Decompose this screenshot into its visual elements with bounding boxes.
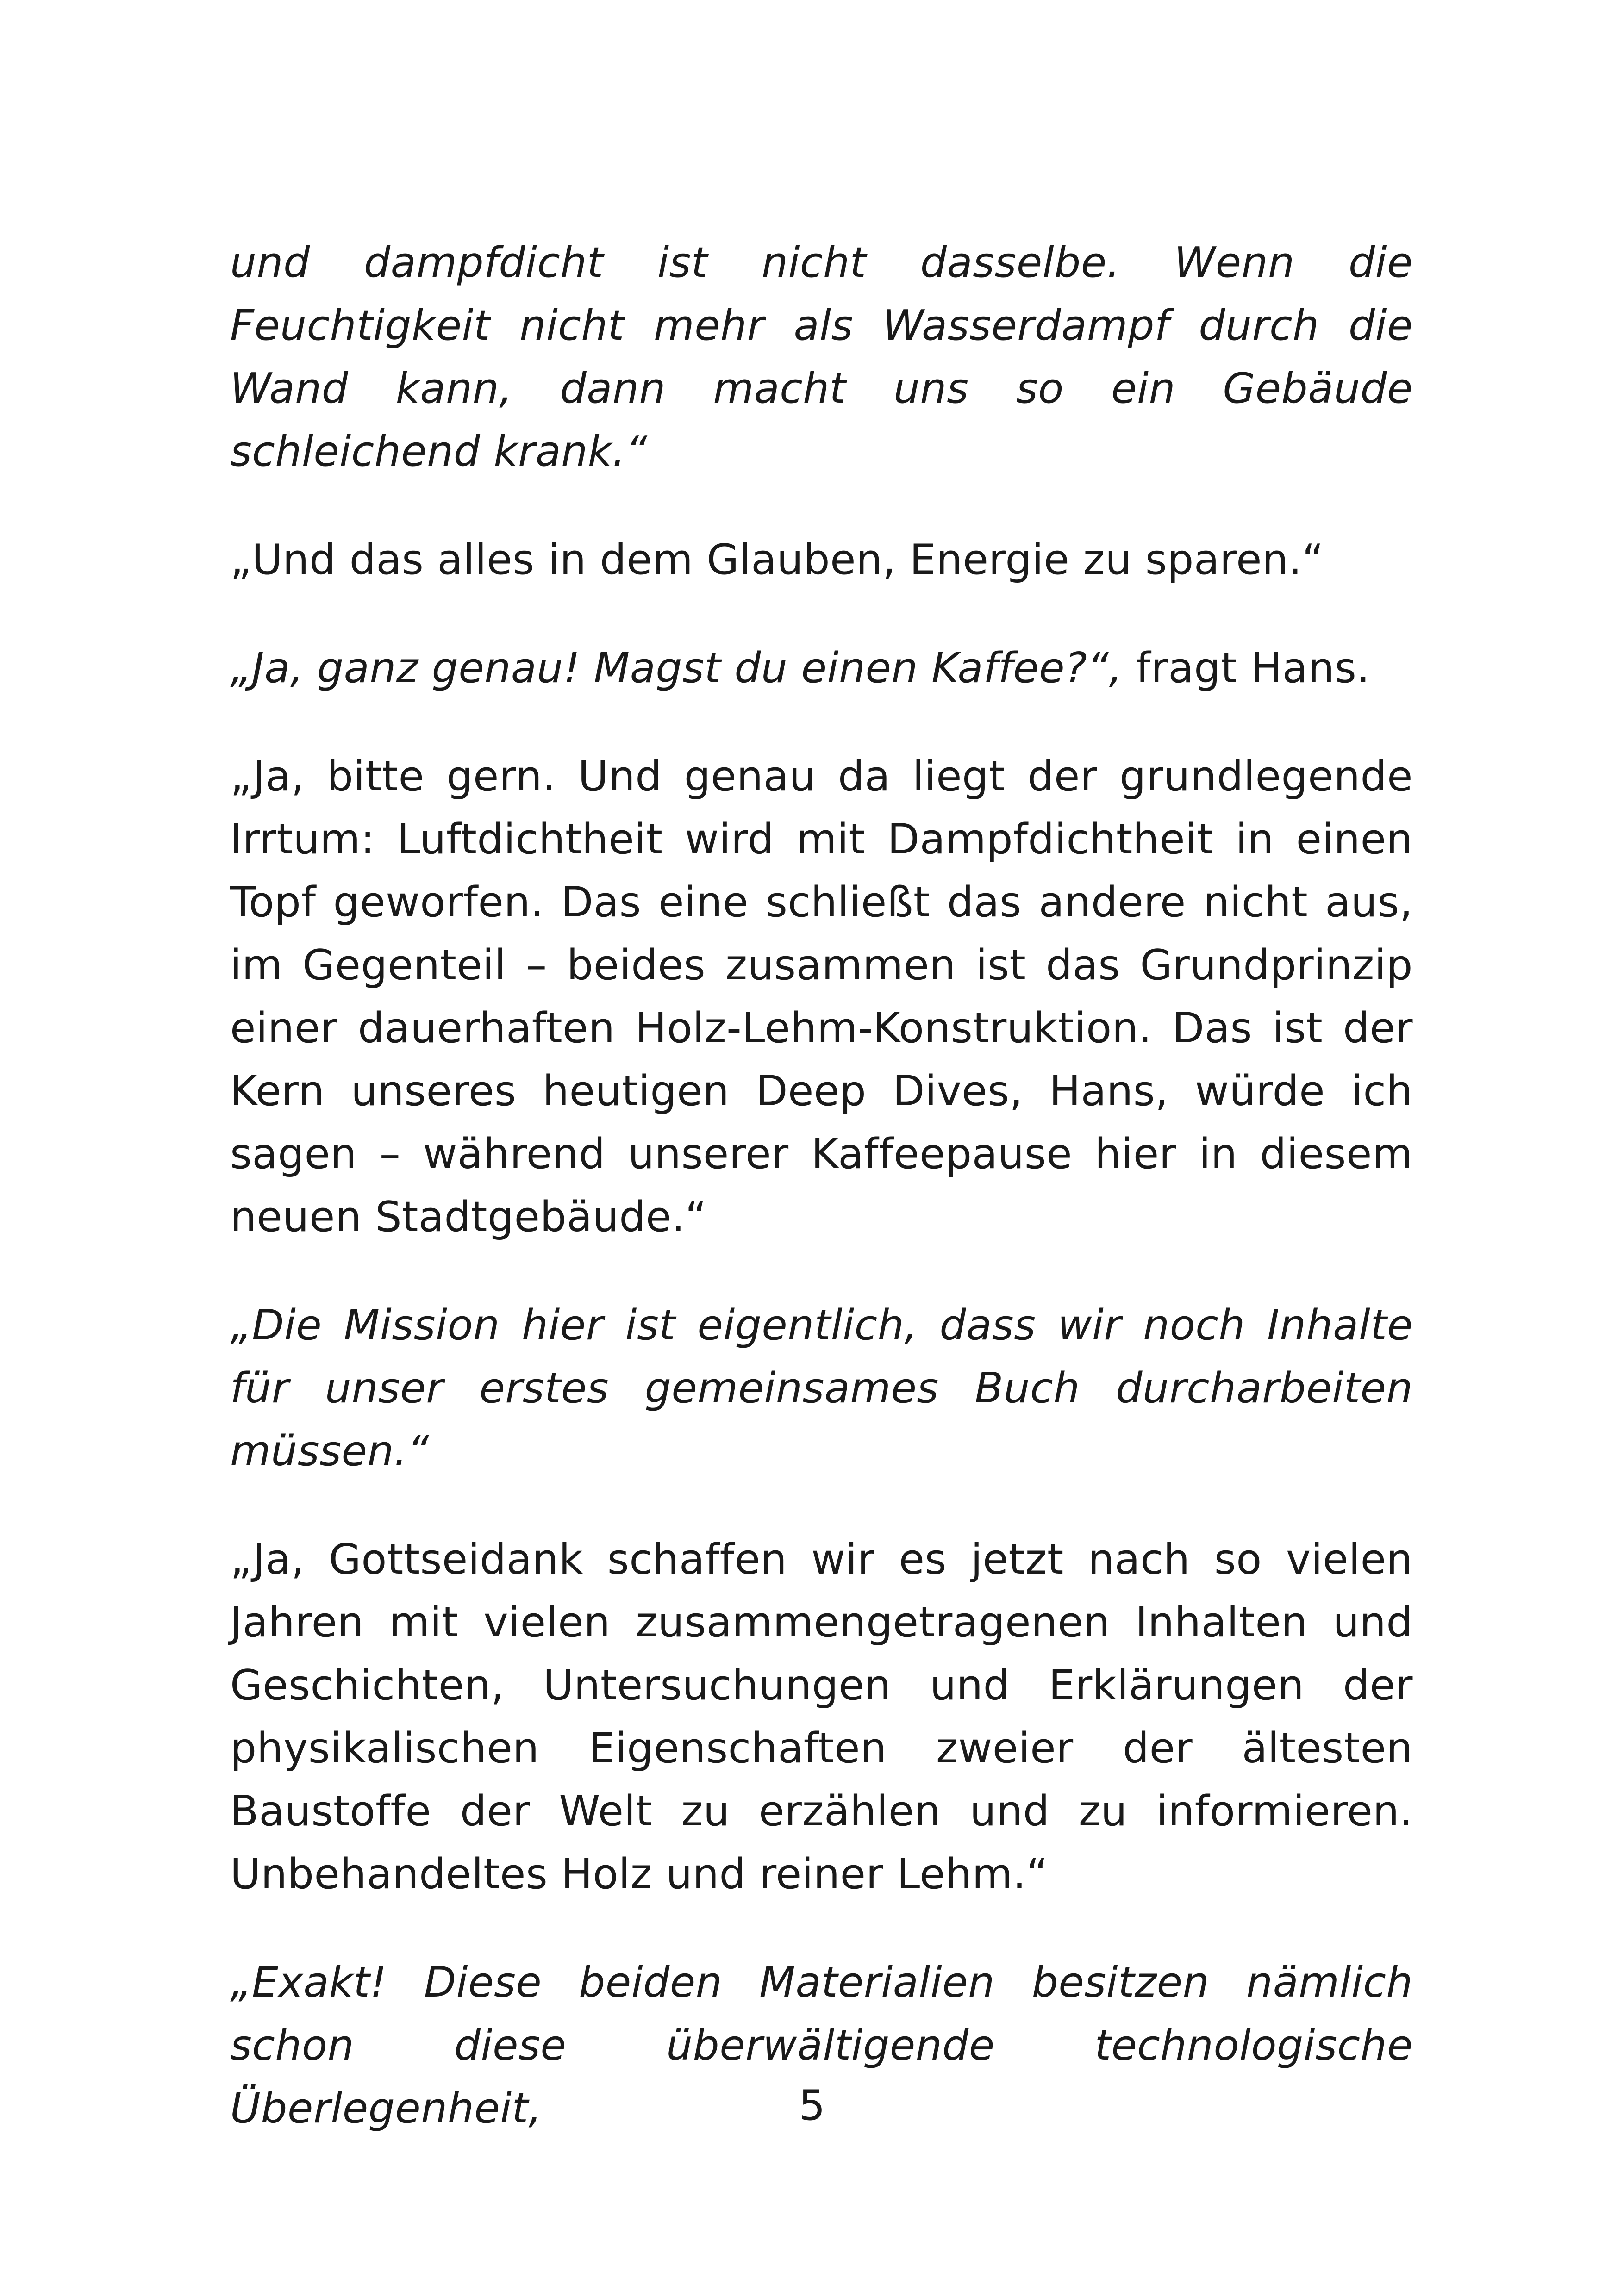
paragraph-7: „Exakt! Diese beiden Materialien besitzen nämlich schon diese überwältigende technologische Überlegenheit, [230,1958,1413,2133]
paragraph-1: und dampfdicht ist nicht dasselbe. Wenn die Feuchtigkeit nicht mehr als Wasserdampf durch die Wand kann, dann macht uns so ein Gebäude schleichend krank.“ [230,238,1413,476]
paragraph-3 [230,637,1413,700]
paragraph-3-quote: „Ja, ganz genau! Magst du einen Kaffee?“, [230,644,1123,692]
paragraph-3-tail: fragt Hans. [1122,644,1370,692]
page-body [230,231,1413,2185]
paragraph-6: „Ja, Gottseidank schaffen wir es jetzt nach so vielen Jahren mit vielen zusammengetragenen Inhalten und Geschichten, Untersuchungen und Erklärungen der physikalischen Eigenschaften zweier der ältesten Baustoffe der Welt zu erzählen und zu informieren. Unbehandeltes Holz und reiner Lehm.“ [230,1535,1413,1898]
paragraph-2: „Und das alles in dem Glauben, Energie zu sparen.“ [230,535,1324,584]
paragraph-5: „Die Mission hier ist eigentlich, dass wir noch Inhalte für unser erstes gemeinsames Buch durcharbeiten müssen.“ [230,1301,1413,1475]
paragraph-4: „Ja, bitte gern. Und genau da liegt der grundlegende Irrtum: Luftdichtheit wird mit Dampfdichtheit in einen Topf geworfen. Das eine schließt das andere nicht aus, im Gegenteil – beides zusammen ist das Grundprinzip einer dauerhaften Holz-Lehm-Konstruktion. Das ist der Kern unseres heutigen Deep Dives, Hans, würde ich sagen – während unserer Kaffeepause hier in diesem neuen Stadtgebäude.“ [230,752,1413,1241]
page-number: 5 [799,2081,825,2130]
